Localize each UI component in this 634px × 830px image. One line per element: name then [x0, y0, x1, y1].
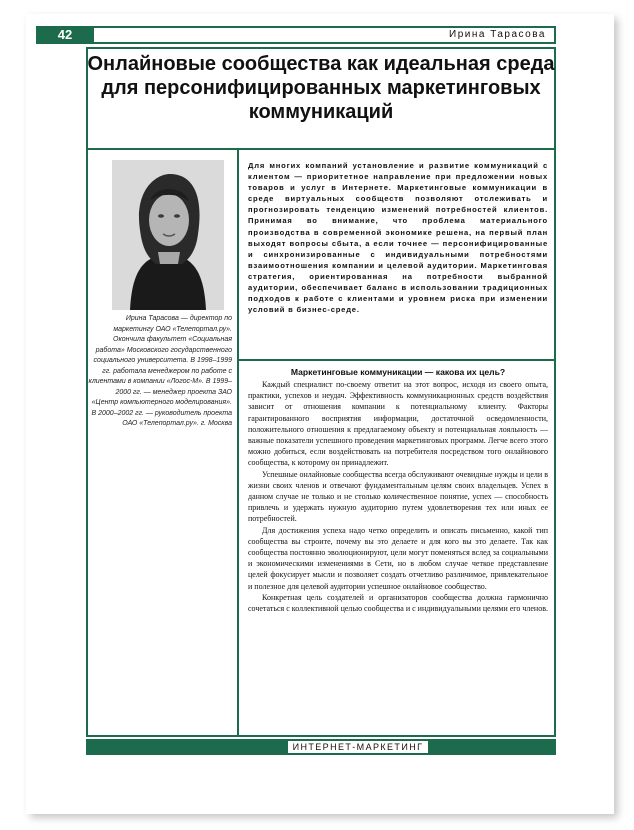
title-divider	[86, 148, 556, 150]
magazine-page	[26, 14, 614, 814]
footer-section-label: ИНТЕРНЕТ-МАРКЕТИНГ	[288, 741, 428, 753]
body-paragraph: Успешные онлайновые сообщества всегда обслуживают очевидные нужды и цели в жизни своих членов и отвечают фундаментальным целям своих владельцев. Успех в данном случае не только и не столько количественное понятие, успех — способность привлечь и удержать нужную аудиторию путем удовлетворения тех или иных ее потребностей.	[248, 469, 548, 524]
article-body	[248, 366, 548, 614]
author-photo	[112, 160, 224, 310]
page-number: 42	[57, 27, 73, 42]
lead-divider	[238, 359, 556, 361]
header-author: Ирина Тарасова	[94, 28, 554, 42]
article-title: Онлайновые сообщества как идеальная среда для персонифицированных маркетинговых коммуникаций	[87, 53, 555, 123]
footer-bar	[86, 739, 556, 755]
author-caption: Ирина Тарасова — директор по маркетингу ОАО «Телепортал.ру». Окончила факультет «Социальная работа» Московского государственного социального университета. В 1998–1999 гг. работала менеджером по работе с клиентами в компании «Логос-М». В 1999–2000 гг. — менеджер проекта ЗАО «Центр компьютерного моделирования». В 2000–2002 гг. — руководитель проекта ОАО «Телепортал.ру». г. Москва	[88, 315, 232, 427]
body-paragraph: Для достижения успеха надо четко определить и описать письменно, какой тип сообщества вы строите, почему вы это делаете и для кого вы это делаете. Так как сообщества постоянно эволюционируют, цели могут поменяться вслед за социальными и экономическими изменениями в Сети, но в любом случае четкое представление целей фокусирует мысли и позволяет создать отчетливо различимое, привлекательное и полезное для целевой аудитории успешное онлайновое сообщество.	[248, 525, 548, 591]
section-heading: Маркетинговые коммуникации — какова их цель?	[290, 367, 506, 377]
column-divider	[237, 148, 239, 737]
lead-paragraph: Для многих компаний установление и развитие коммуникаций с клиентом — приоритетное направление при предложении новых товаров и услуг в Интернете. Маркетинговые коммуникации в среде виртуальных сообществ позволяют отслеживать и прогнозировать тенденцию изменений потребностей клиентов. Принимая во внимание, что проблема материального производства в современной экономике решена, на первый план выходят вопросы сбыта, а если точнее — персонифицированные и синхронизированные с индивидуальными потребностями взаимоотношения компании и целевой аудитории. Маркетинговая стратегия, ориентированная на потребности выбранной аудитории, обеспечивает баланс в использовании традиционных подходов к работе с клиентами и уровнем риска при изменении условий в бизнес-среде.	[248, 161, 548, 315]
body-paragraph: Конкретная цель создателей и организаторов сообщества должна гармонично сочетаться с коллективной целью сообщества и с индивидуальными целями его членов.	[248, 592, 548, 614]
body-paragraph: Каждый специалист по-своему ответит на этот вопрос, исходя из своего опыта, практики, успехов и неудач. Эффективность коммуникационных средств воздействия зависит от отношения компании к потенциальному клиенту. Факторы гарантированного восприятия информации, достаточной осведомленности, положительного отношения к предлагаемому объекту и потенциальная лояльность — важные показатели успешного проведения маркетинговых программ. Легче всего этого можно добиться, если воздействовать на потребителя посредством того онлайнового сообщества, к которому он принадлежит.	[248, 380, 548, 468]
header-bar	[36, 26, 556, 44]
